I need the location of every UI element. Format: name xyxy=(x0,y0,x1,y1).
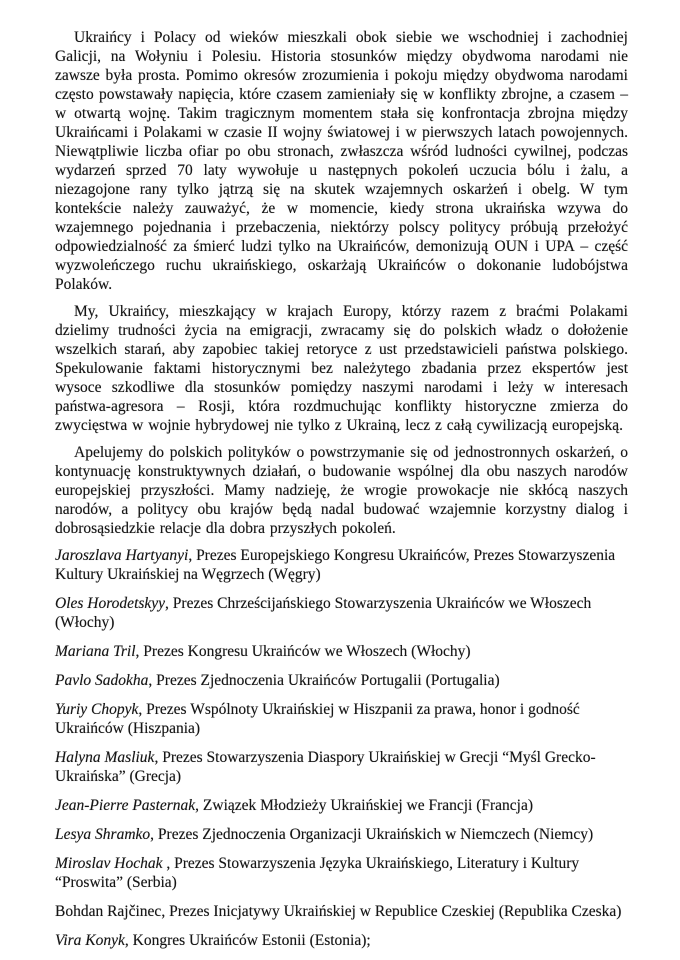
signatory-name: Oles Horodetskyy xyxy=(55,595,166,612)
signatories-list xyxy=(55,546,628,950)
signatory-entry xyxy=(55,796,628,815)
signatory-name: Lesya Shramko xyxy=(55,826,151,843)
signatory-entry xyxy=(55,700,628,738)
signatory-affiliation: , Prezes Kongresu Ukraińców we Włoszech (Włochy) xyxy=(135,643,471,660)
signatory-affiliation: , Związek Młodzieży Ukraińskiej we Francji (Francja) xyxy=(195,797,534,814)
signatory-name: Jaroszlava Hartyanyi xyxy=(55,547,189,564)
signatory-entry xyxy=(55,931,628,950)
signatory-affiliation: , Prezes Zjednoczenia Organizacji Ukraińskich w Niemczech (Niemcy) xyxy=(150,826,594,843)
signatory-name: Halyna Masliuk xyxy=(55,749,155,766)
signatory-entry xyxy=(55,854,628,892)
signatory-name: Jean-Pierre Pasternak xyxy=(55,797,196,814)
signatory-entry xyxy=(55,748,628,786)
signatory-affiliation: , Prezes Inicjatywy Ukraińskiej w Republice Czeskiej (Republika Czeska) xyxy=(161,903,622,920)
signatory-entry xyxy=(55,671,628,690)
signatory-name: Mariana Tril xyxy=(55,643,136,660)
body-paragraph-2: My, Ukraińcy, mieszkający w krajach Europy, którzy razem z braćmi Polakami dzielimy trudności życia na emigracji, zwracamy się do polskich władz o dołożenie wszelkich starań, aby zapobiec takiej retoryce z ust przedstawicieli państwa polskiego. Spekulowanie faktami historycznymi bez należytego zbadania przez ekspertów jest wysoce szkodliwe dla stosunków pomiędzy naszymi narodami i leży w interesach państwa-agresora – Rosji, która rozdmuchując konflikty historyczne zmierza do zwycięstwa w wojnie hybrydowej nie tylko z Ukrainą, lecz z całą cywilizacją europejską. xyxy=(55,303,628,434)
body-paragraph-3: Apelujemy do polskich polityków o powstrzymanie się od jednostronnych oskarżeń, o kontynuację konstruktywnych działań, o budowanie wspólnej dla obu naszych narodów europejskiej przyszłości. Mamy nadzieję, że wrogie prowokacje nie skłócą naszych narodów, a politycy obu krajów będą nadal budować wzajemnie korzystny dialog i dobrosąsiedzkie relacje dla dobra przyszłych pokoleń. xyxy=(55,444,628,537)
signatory-affiliation: , Prezes Chrześcijańskiego Stowarzyszenia Ukraińców we Włoszech (Włochy) xyxy=(55,595,592,631)
body-paragraph-1: Ukraińcy i Polacy od wieków mieszkali obok siebie we wschodniej i zachodniej Galicji, na Wołyniu i Polesiu. Historia stosunków między obydwoma narodami nie zawsze była prosta. Pomimo okresów zrozumienia i pokoju między obydwoma narodami często powstawały napięcia, które czasem zamieniały się w konflikty zbrojne, a czasem – w otwartą wojnę. Takim tragicznym momentem stała się konfrontacja zbrojna między Ukraińcami i Polakami w czasie II wojny światowej i w pierwszych latach powojennych. Niewątpliwie liczba ofiar po obu stronach, zwłaszcza wśród ludności cywilnej, podczas wydarzeń sprzed 70 laty wywołuje u następnych pokoleń uczucia bólu i żalu, a niezagojone rany tylko jątrzą się na skutek wzajemnych oskarżeń i obelg. W tym kontekście należy zauważyć, że w momencie, kiedy strona ukraińska wzywa do wzajemnego pojednania i przebaczenia, niektórzy polscy politycy próbują przełożyć odpowiedzialność za śmierć ludzi tylko na Ukraińców, demonizują OUN i UPA – część wyzwoleńczego ruchu ukraińskiego, oskarżają Ukraińców o dokonanie ludobójstwa Polaków. xyxy=(55,29,628,293)
signatory-name: Vira Konyk xyxy=(55,932,125,949)
signatory-affiliation: , Kongres Ukraińców Estonii (Estonia); xyxy=(124,932,371,949)
signatory-affiliation: , Prezes Stowarzyszenia Diaspory Ukraińskiej w Grecji “Myśl Grecko-Ukraińska” (Grecja) xyxy=(55,749,596,785)
signatory-entry xyxy=(55,594,628,632)
signatory-name: Pavlo Sadokha xyxy=(55,672,149,689)
signatory-name: Miroslav Hochak xyxy=(55,855,163,872)
signatory-entry xyxy=(55,825,628,844)
signatory-affiliation: , Prezes Europejskiego Kongresu Ukraińców, Prezes Stowarzyszenia Kultury Ukraińskiej na Węgrzech (Węgry) xyxy=(55,547,616,583)
signatory-name: Yuriy Chopyk xyxy=(55,701,139,718)
signatory-entry xyxy=(55,546,628,584)
signatory-affiliation: , Prezes Stowarzyszenia Języka Ukraińskiego, Literatury i Kultury “Proswita” (Serbia) xyxy=(55,855,580,891)
signatory-entry xyxy=(55,902,628,921)
signatory-affiliation: , Prezes Zjednoczenia Ukraińców Portugalii (Portugalia) xyxy=(148,672,500,689)
signatory-affiliation: , Prezes Wspólnoty Ukraińskiej w Hiszpanii za prawa, honor i godność Ukraińców (Hiszpania) xyxy=(55,701,580,737)
signatory-name: Bohdan Rajčinec xyxy=(55,903,162,920)
signatory-entry xyxy=(55,642,628,661)
